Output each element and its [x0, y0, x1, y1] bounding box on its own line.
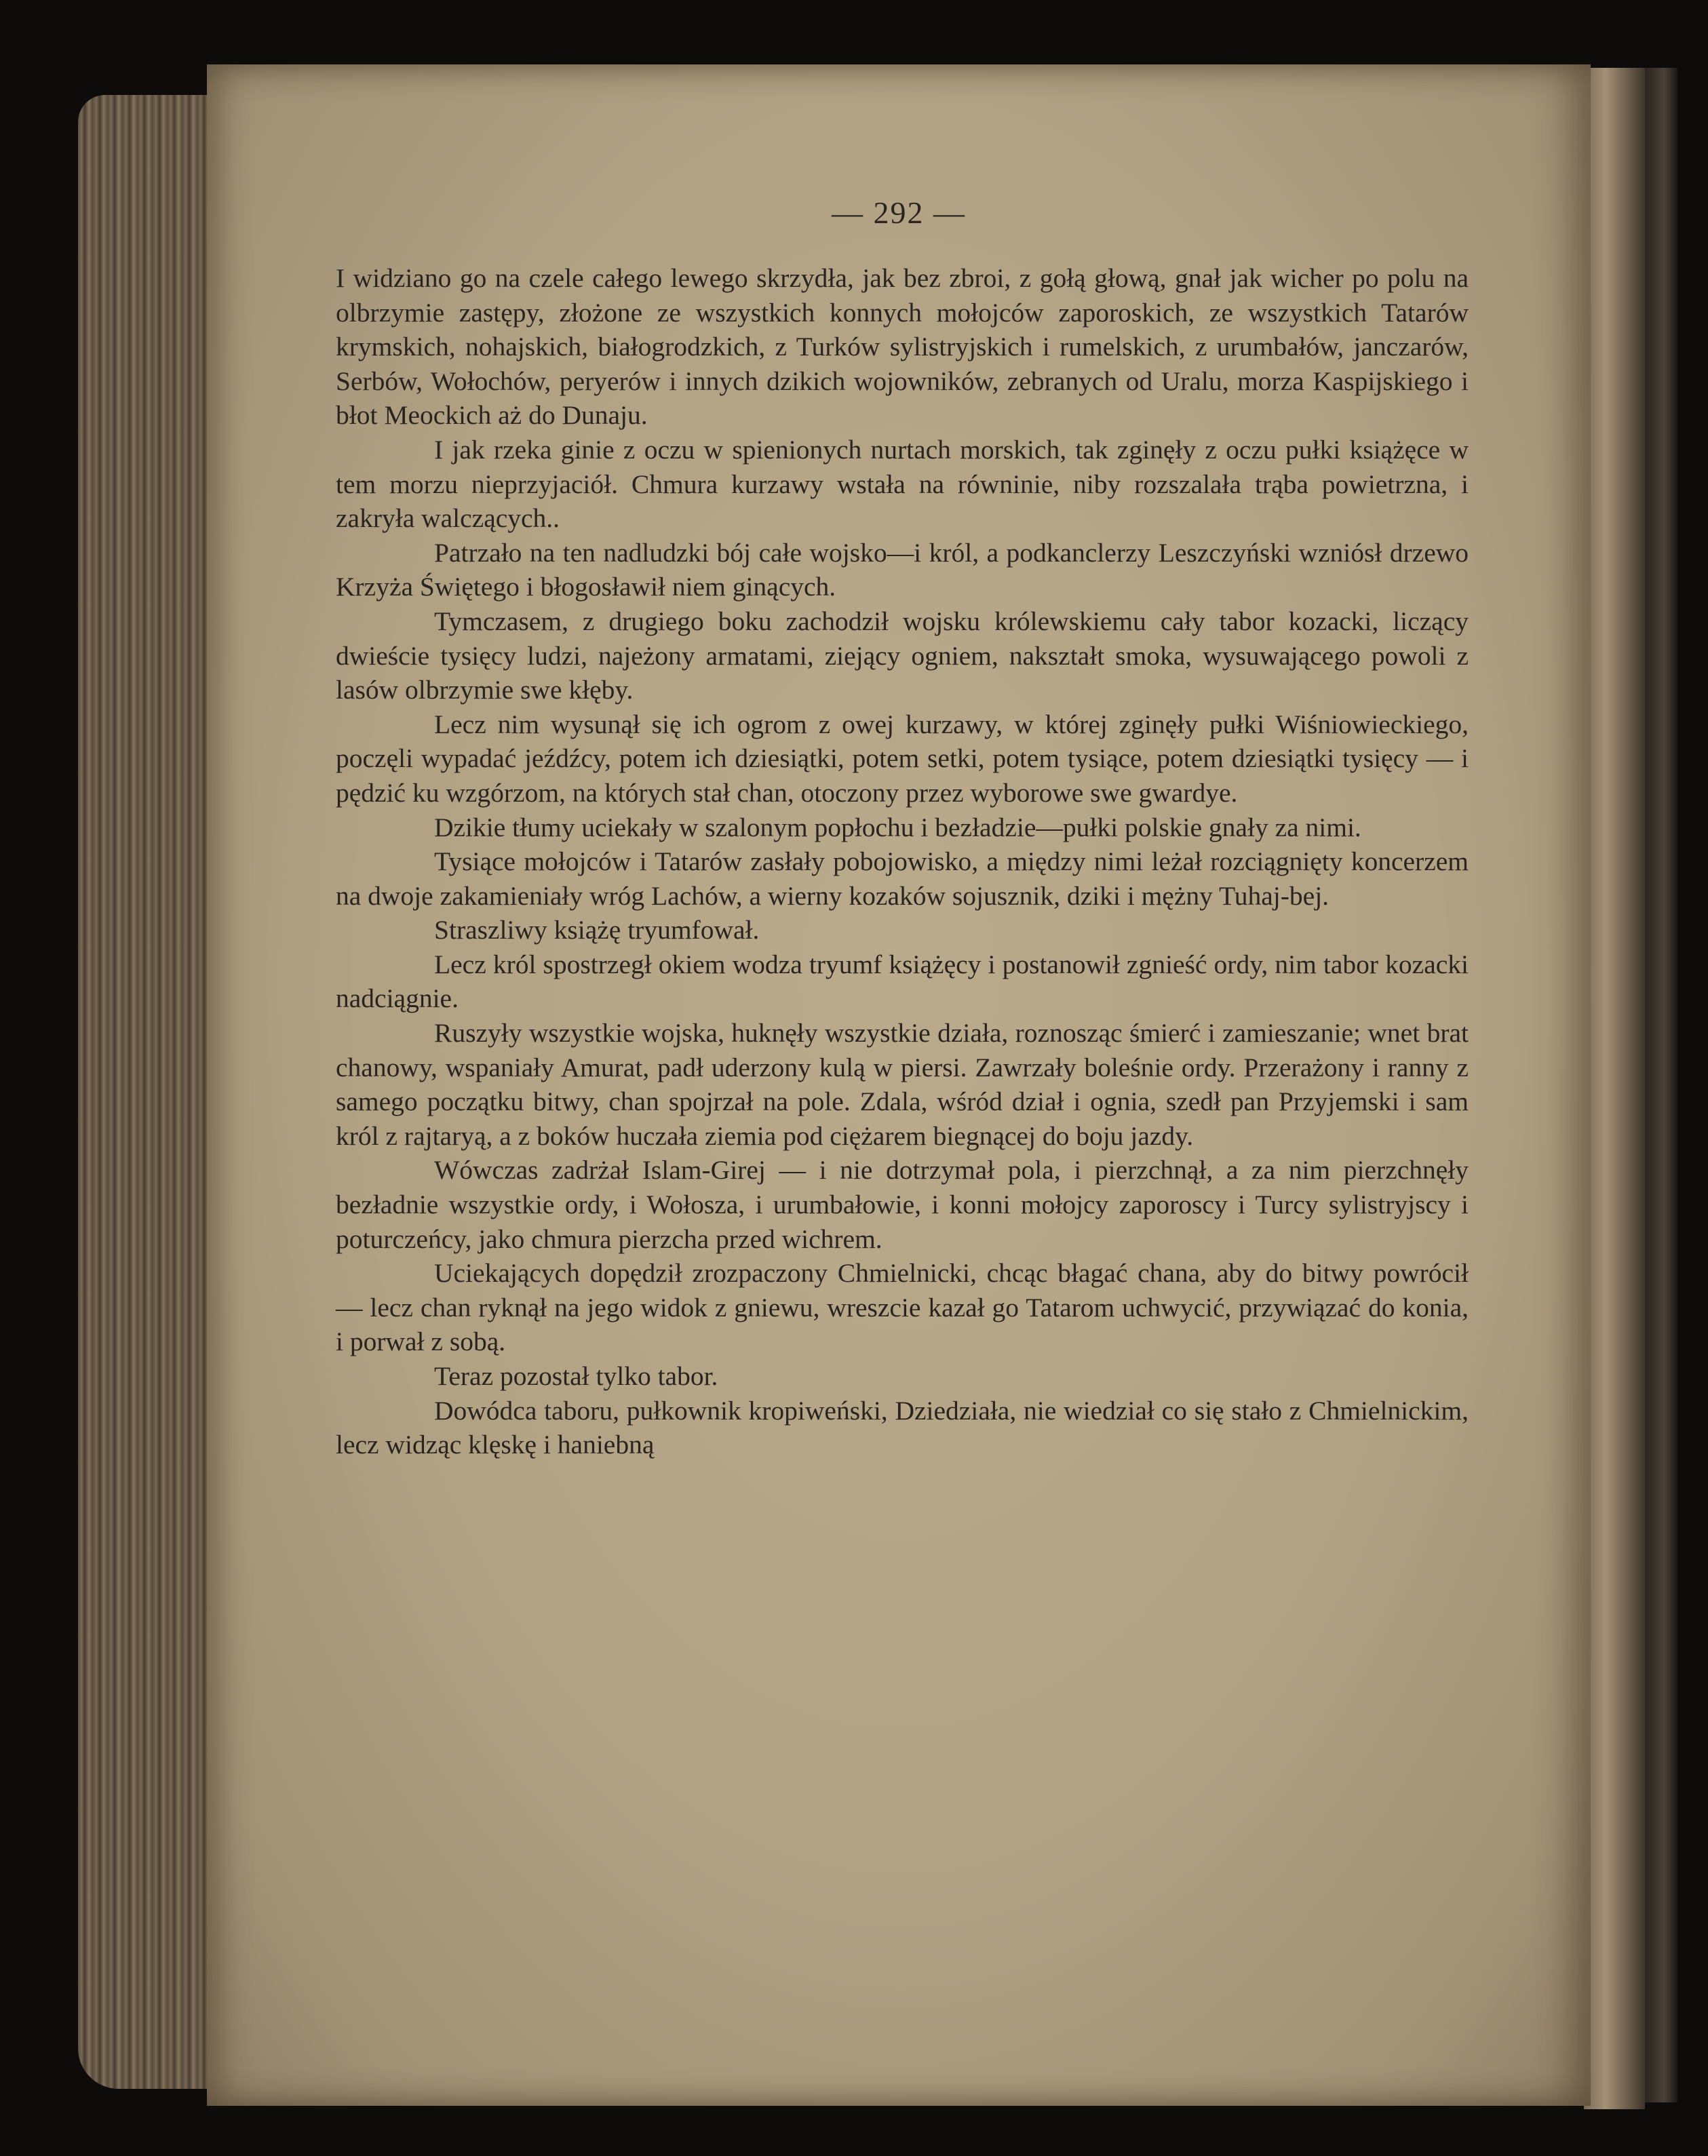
paragraph: Teraz pozostał tylko tabor. — [434, 1361, 718, 1391]
paragraph: Dowódca taboru, pułkownik kropiweński, Dziedziała, nie wiedział co się stało z Chmielnickim, lecz widząc klęskę i haniebną — [336, 1395, 1469, 1460]
paragraph: Ruszyły wszystkie wojska, huknęły wszystkie działa, roznosząc śmierć i zamieszanie; wnet brat chanowy, wspaniały Amurat, padł uderzony kulą w piersi. Zawrzały boleśnie ordy. Przerażony i ranny z samego początku bitwy, chan spojrzał na pole. Zdala, wśród dział i ognia, szedł pan Przyjemski i sam król z rajtaryą, a z boków huczała ziemia pod ciężarem biegnącej do boju jazdy. — [336, 1018, 1469, 1151]
paragraph: Lecz król spostrzegł okiem wodza tryumf książęcy i postanowił zgnieść ordy, nim tabor kozacki nadciągnie. — [336, 949, 1469, 1014]
left-page-edges — [78, 95, 224, 2089]
paragraph: Uciekających dopędził zrozpaczony Chmielnicki, chcąc błagać chana, aby do bitwy powrócił — lecz chan ryknął na jego widok z gniewu, wreszcie kazał go Tatarom uchwycić, przywiązać do konia, i porwał z sobą. — [336, 1258, 1469, 1357]
paragraph: Patrzało na ten nadludzki bój całe wojsko—i król, a podkanclerzy Leszczyński wzniósł drzewo Krzyża Świętego i błogosławił niem ginących. — [336, 537, 1469, 602]
book-page — [207, 64, 1591, 2106]
paragraph: Tysiące mołojców i Tatarów zasłały pobojowisko, a między nimi leżał rozciągnięty koncerzem na dwoje zakamieniały wróg Lachów, a wierny kozaków sojusznik, dziki i mężny Tuhaj-bej. — [336, 846, 1469, 911]
paragraph: I widziano go na czele całego lewego skrzydła, jak bez zbroi, z gołą głową, gnał jak wicher po polu na olbrzymie zastępy, złożone ze wszystkich konnych mołojców zaporoskich, ze wszystkich Tatarów krymskich, nohajskich, białogrodzkich, z Turków sylistryjskich i rumelskich, z urumbałów, janczarów, Serbów, Wołochów, peryerów i innych dzikich wojowników, zebranych od Uralu, morza Kaspijskiego i błot Meockich aż do Dunaju. — [336, 263, 1469, 431]
page-text — [336, 261, 1469, 1462]
paragraph: Dzikie tłumy uciekały w szalonym popłochu i bezładzie—pułki polskie gnały za nimi. — [434, 812, 1361, 842]
paragraph: Tymczasem, z drugiego boku zachodził wojsku królewskiemu cały tabor kozacki, liczący dwieście tysięcy ludzi, najeżony armatami, ziejący ogniem, nakształt smoka, wysuwającego powoli z lasów olbrzymie swe kłęby. — [336, 606, 1469, 705]
paragraph: I jak rzeka ginie z oczu w spienionych nurtach morskich, tak zginęły z oczu pułki książęce w tem morzu nieprzyjaciół. Chmura kurzawy wstała na równinie, niby rozszalała trąba powietrzna, i zakryła walczących.. — [336, 434, 1469, 534]
paragraph: Straszliwy książę tryumfował. — [434, 915, 760, 945]
right-page-edges — [1584, 68, 1645, 2109]
paragraph: Lecz nim wysunął się ich ogrom z owej kurzawy, w której zginęły pułki Wiśniowieckiego, poczęli wypadać jeźdźcy, potem ich dziesiątki, potem setki, potem tysiące, potem dziesiątki tysięcy — i pędzić ku wzgórzom, na których stał chan, otoczony przez wyborowe swe gwardye. — [336, 709, 1469, 808]
paragraph: Wówczas zadrżał Islam-Girej — i nie dotrzymał pola, i pierzchnął, a za nim pierzchnęły bezładnie wszystkie ordy, i Wołosza, i urumbałowie, i konni mołojcy zaporoscy i Turcy sylistryjscy i poturczeńcy, jako chmura pierzcha przed wichrem. — [336, 1155, 1469, 1254]
page-number: — 292 — — [832, 195, 966, 230]
book-cover-edge — [1645, 68, 1677, 2102]
